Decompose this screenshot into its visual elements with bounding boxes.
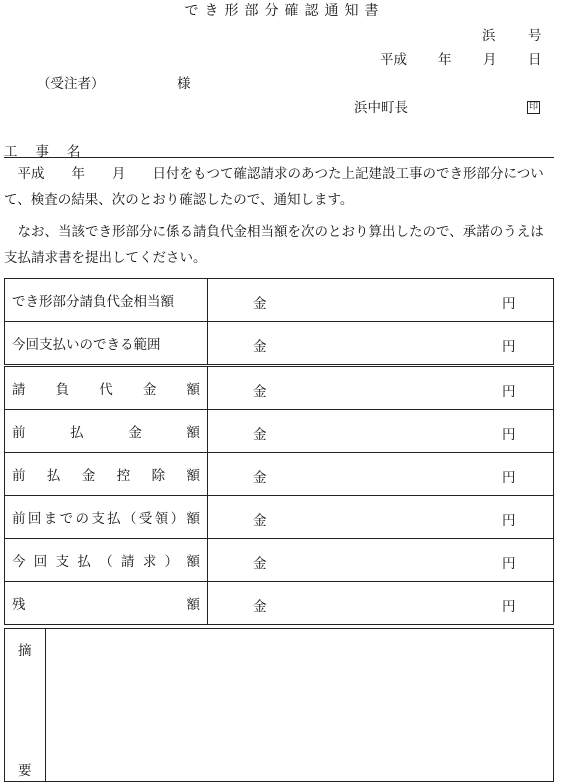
currency-prefix: 金 bbox=[253, 296, 267, 312]
table-row bbox=[5, 496, 554, 539]
amount-cell[interactable] bbox=[208, 322, 554, 366]
row-label-cell bbox=[5, 496, 208, 539]
row-label-cell bbox=[5, 539, 208, 582]
row-label-cell bbox=[5, 410, 208, 453]
amount-cell[interactable] bbox=[208, 453, 554, 496]
row-label: 前払金控除額 bbox=[12, 468, 200, 484]
table-row bbox=[5, 366, 554, 410]
currency-prefix: 金 bbox=[253, 513, 267, 529]
seal-icon: 印 bbox=[528, 102, 538, 112]
currency-suffix: 円 bbox=[502, 427, 516, 443]
amount-cell[interactable] bbox=[208, 582, 554, 625]
project-name-line bbox=[4, 157, 554, 158]
row-label: 今回支払いのできる範囲 bbox=[12, 337, 161, 353]
amount-cell[interactable] bbox=[208, 279, 554, 322]
amount-cell[interactable] bbox=[208, 366, 554, 410]
row-label-cell bbox=[5, 582, 208, 625]
row-label-cell bbox=[5, 453, 208, 496]
currency-suffix: 円 bbox=[502, 556, 516, 572]
currency-suffix: 円 bbox=[502, 296, 516, 312]
currency-suffix: 円 bbox=[502, 384, 516, 400]
remarks-box bbox=[4, 628, 554, 782]
amount-cell[interactable] bbox=[208, 496, 554, 539]
row-label: 請負代金額 bbox=[12, 382, 200, 398]
number-suffix: 号 bbox=[528, 28, 542, 44]
table-row bbox=[5, 582, 554, 625]
month-unit: 月 bbox=[483, 52, 497, 68]
table-row bbox=[5, 539, 554, 582]
row-label-cell bbox=[5, 322, 208, 366]
currency-suffix: 円 bbox=[502, 339, 516, 355]
currency-prefix: 金 bbox=[253, 427, 267, 443]
currency-suffix: 円 bbox=[502, 513, 516, 529]
sender-name: 浜中町長 bbox=[354, 100, 408, 116]
currency-prefix: 金 bbox=[253, 599, 267, 615]
currency-prefix: 金 bbox=[253, 556, 267, 572]
honorific: 様 bbox=[177, 76, 191, 92]
table-row bbox=[5, 453, 554, 496]
currency-prefix: 金 bbox=[253, 470, 267, 486]
row-label: でき形部分請負代金相当額 bbox=[12, 294, 174, 310]
recipient-label: （受注者） bbox=[37, 76, 105, 92]
table-row bbox=[5, 410, 554, 453]
table-row bbox=[5, 322, 554, 366]
year-unit: 年 bbox=[438, 52, 452, 68]
project-label: 工事名 bbox=[4, 144, 99, 160]
amount-cell[interactable] bbox=[208, 539, 554, 582]
row-label: 前回までの支払（受領）額 bbox=[12, 511, 200, 527]
row-label-cell bbox=[5, 279, 208, 322]
amount-cell[interactable] bbox=[208, 410, 554, 453]
currency-suffix: 円 bbox=[502, 470, 516, 486]
seal-mark bbox=[527, 97, 540, 114]
row-label: 残額 bbox=[12, 597, 200, 613]
currency-prefix: 金 bbox=[253, 384, 267, 400]
currency-suffix: 円 bbox=[502, 599, 516, 615]
currency-prefix: 金 bbox=[253, 339, 267, 355]
row-label: 前払金額 bbox=[12, 425, 200, 441]
document-title: でき形部分確認通知書 bbox=[184, 3, 385, 19]
body-paragraph-2: なお、当該でき形部分に係る請負代金相当額を次のとおり算出したので、承諾のうえは支払請求書を提出してください。 bbox=[4, 224, 544, 266]
day-unit: 日 bbox=[528, 52, 542, 68]
remarks-label-column bbox=[5, 629, 46, 781]
office-prefix: 浜 bbox=[482, 28, 496, 44]
table-row bbox=[5, 279, 554, 322]
era-label: 平成 bbox=[380, 52, 407, 68]
body-paragraph-1: 平成 年 月 日付をもつて確認請求のあつた上記建設工事のでき形部分について、検査の結果、次のとおり確認したので、通知します。 bbox=[4, 166, 544, 208]
row-label: 今回支払（請求）額 bbox=[12, 554, 200, 570]
remarks-char-2: 要 bbox=[18, 763, 32, 779]
row-label-cell bbox=[5, 366, 208, 410]
amount-table bbox=[4, 278, 554, 625]
remarks-char-1: 摘 bbox=[18, 643, 32, 659]
